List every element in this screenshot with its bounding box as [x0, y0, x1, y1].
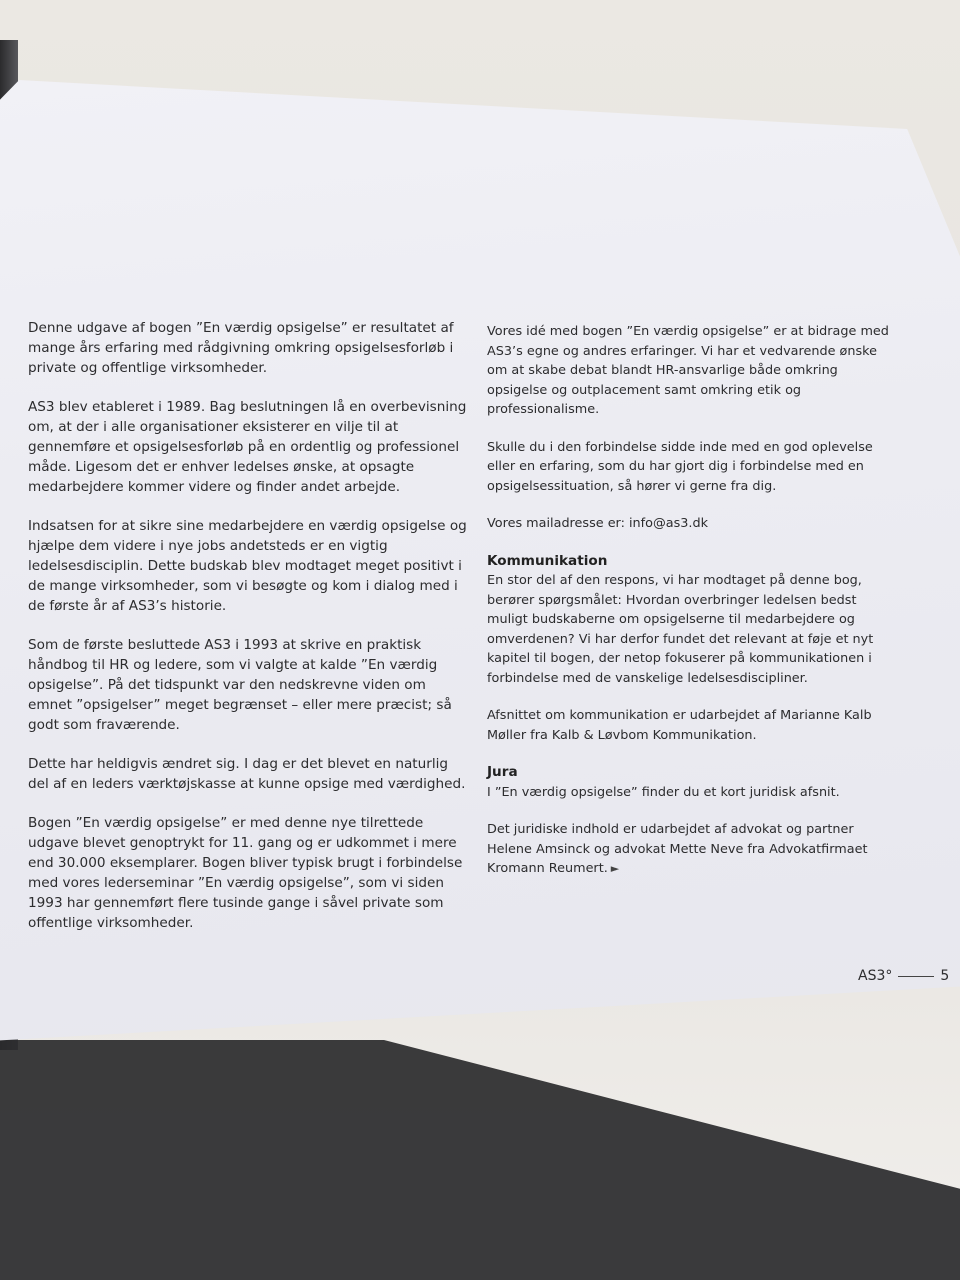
page-footer — [858, 968, 949, 984]
paragraph-effort: Indsatsen for at sikre sine medarbejdere en værdig opsigelse og hjælpe dem videre i nye jobs andetsteds er en vigtig ledelsesdisciplin. Dette budskab blev modtaget meget positivt i de mange virksomheder, som vi besøgte og kom i dialog med i de første år af AS3’s historie. — [28, 518, 467, 614]
paragraph-reprint: Bogen ”En værdig opsigelse” er med denne nye tilrettede udgave blevet genoptrykt for 11. gang og er udkommet i mere end 30.000 eksemplarer. Bogen bliver typisk brugt i forbindelse med vores lederseminar ”En værdig opsigelse”, som vi siden 1993 har gennemført flere tusinde gange i såvel private som offentlige virksomheder. — [28, 815, 463, 931]
paragraph-intro: Denne udgave af bogen ”En værdig opsigelse” er resultatet af mange års erfaring med rådgivning omkring opsigelsesforløb i private og offentlige virksomheder. — [28, 320, 454, 376]
paragraph-legal-intro: I ”En værdig opsigelse” finder du et kort juridisk afsnit. — [487, 784, 840, 800]
heading-jura: Jura — [487, 764, 518, 780]
paragraph-handbook: Som de første besluttede AS3 i 1993 at skrive en praktisk håndbog til HR og ledere, som vi valgte at kalde ”En værdig opsigelse”. På det tidspunkt var den nedskrevne viden om emnet ”opsigelser” meget begrænset – eller mere præcist; så godt som fraværende. — [28, 637, 452, 733]
paragraph-feedback: Skulle du i den forbindelse sidde inde med en god oplevelse eller en erfaring, som du har gjort dig i forbindelse med en opsigelsessituation, så hører vi gerne fra dig. — [487, 439, 873, 494]
paragraph-communication: En stor del af den respons, vi har modtaget på denne bog, berører spørgsmålet: Hvordan overbringer ledelsen bedst muligt budskaberne om opsigelserne til medarbejdere og omverdenen? Vi har derfor fundet det relevant at føje et nyt kapitel til bogen, der netop fokuserer på kommunikationen i forbindelse med de vanskelige ledelsesdiscipliner. — [487, 573, 874, 686]
paragraph-idea: Vores idé med bogen ”En værdig opsigelse” er at bidrage med AS3’s egne og andres erfaringer. Vi har et vedvarende ønske om at skabe debat blandt HR-ansvarlige både omkring opsigelse og outplacement samt omkring etik og professionalisme. — [487, 324, 889, 417]
paragraph-changed: Dette har heldigvis ændret sig. I dag er det blevet en naturlig del af en leders værktøjskasse at kunne opsige med værdighed. — [28, 756, 466, 792]
right-column — [487, 322, 897, 897]
footer-rule — [898, 976, 934, 977]
paragraph-communication-author: Afsnittet om kommunikation er udarbejdet af Marianne Kalb Møller fra Kalb & Løvbom Kommunikation. — [487, 708, 872, 743]
page-number: 5 — [940, 968, 950, 984]
paragraph-legal-authors — [487, 820, 897, 879]
paragraph-email: Vores mailadresse er: info@as3.dk — [487, 516, 709, 531]
continue-arrow-icon: ► — [610, 862, 620, 875]
heading-kommunikation: Kommunikation — [487, 552, 608, 569]
brand-logo: AS3° — [858, 968, 893, 984]
paragraph-founding: AS3 blev etableret i 1989. Bag beslutningen lå en overbevisning om, at der i alle organisationer eksisterer en vilje til at gennemføre et opsigelsesforløb på en ordentlig og professionel måde. Ligesom det er enhver ledelses ønske, at opsagte medarbejdere kommer videre og finder andet arbejde. — [28, 399, 467, 495]
left-column — [28, 318, 468, 952]
paragraph-legal-authors-text: Det juridiske indhold er udarbejdet af advokat og partner Helene Amsinck og advokat Mette Neve fra Advokatfirmaet Kromann Reumert. — [487, 822, 868, 876]
